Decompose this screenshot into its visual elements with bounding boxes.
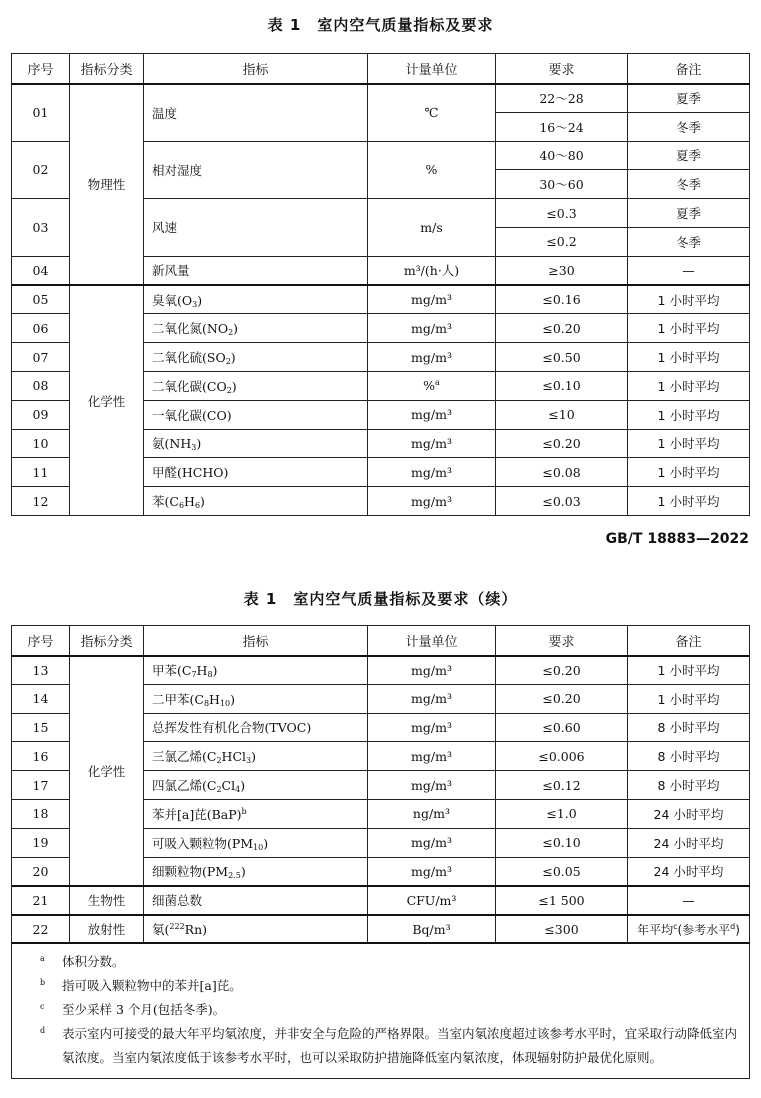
indicator: 二甲苯$(C_8H_{10})$ [144, 684, 368, 713]
remark: 冬季 [628, 170, 750, 199]
requirement: ≤1 500 [496, 886, 628, 915]
requirement: ≤0.006 [496, 742, 628, 771]
remark: 夏季 [628, 199, 750, 228]
table-header-row [12, 54, 750, 84]
col-header-remark: 备注 [628, 54, 750, 84]
unit: mg/m³ [368, 458, 496, 487]
indicator: 四氯乙烯$(C_2Cl_4)$ [144, 771, 368, 800]
remark: 1 小时平均 [628, 684, 750, 713]
requirement: ≤0.05 [496, 857, 628, 886]
unit: mg/m³ [368, 656, 496, 685]
indicator: 甲苯$(C_7H_8)$ [144, 656, 368, 685]
requirement: ≤0.20 [496, 429, 628, 458]
remark: 1 小时平均 [628, 371, 750, 400]
remark: 1 小时平均 [628, 429, 750, 458]
remark: — [628, 256, 750, 285]
requirement: 22～28 [496, 84, 628, 113]
footnote: c 至少采样 3 个月(包括冬季)。 [40, 1002, 226, 1018]
unit: mg/m³ [368, 771, 496, 800]
row-no: 04 [12, 256, 70, 285]
indicator: 二氧化碳$(CO_2)$ [144, 371, 368, 400]
requirement: ≤1.0 [496, 799, 628, 828]
row-no: 06 [12, 314, 70, 343]
remark: 年平均$^c$(参考水平$^d$) [628, 915, 750, 944]
unit: m³/(h·人) [368, 256, 496, 285]
indoor-air-quality-table-continued [11, 625, 750, 1079]
requirement: ≤0.20 [496, 656, 628, 685]
footnote: a 体积分数。 [40, 954, 125, 970]
footnotes [12, 943, 750, 1079]
row-no: 08 [12, 371, 70, 400]
unit: mg/m³ [368, 400, 496, 429]
indicator: 甲醛(HCHO) [144, 458, 368, 487]
requirement: 16～24 [496, 112, 628, 141]
standard-code: GB/T 18883—2022 [605, 531, 749, 547]
requirement: ≤0.10 [496, 828, 628, 857]
category-chemical: 化学性 [70, 656, 144, 886]
remark: 24 小时平均 [628, 857, 750, 886]
remark: 24 小时平均 [628, 799, 750, 828]
remark: 夏季 [628, 141, 750, 170]
indicator: 臭氧$(O_3)$ [144, 285, 368, 314]
unit: mg/m³ [368, 828, 496, 857]
remark: 8 小时平均 [628, 713, 750, 742]
col-header-category: 指标分类 [70, 54, 144, 84]
row-no: 12 [12, 487, 70, 516]
indicator: 可吸入颗粒物$(PM_{10})$ [144, 828, 368, 857]
indicator: 细颗粒物$(PM_{2.5})$ [144, 857, 368, 886]
remark: 1 小时平均 [628, 487, 750, 516]
unit: %$^a$ [368, 371, 496, 400]
indicator: 相对湿度 [144, 141, 368, 199]
requirement: 40～80 [496, 141, 628, 170]
row-no: 10 [12, 429, 70, 458]
row-no: 19 [12, 828, 70, 857]
col-header-unit: 计量单位 [368, 54, 496, 84]
col-header-indicator: 指标 [144, 626, 368, 656]
requirement: ≤10 [496, 400, 628, 429]
indicator: 三氯乙烯$(C_2HCl_3)$ [144, 742, 368, 771]
requirement: ≤0.50 [496, 343, 628, 372]
unit: mg/m³ [368, 285, 496, 314]
category-chemical: 化学性 [70, 285, 144, 515]
row-no: 14 [12, 684, 70, 713]
col-header-indicator: 指标 [144, 54, 368, 84]
col-header-no: 序号 [12, 626, 70, 656]
footnote: d 表示室内可接受的最大年平均氡浓度，并非安全与危险的严格界限。当室内氡浓度超过该参考水平时，宜采取行动降低室内氡浓度。当室内氡浓度低于该参考水平时，也可以采取防护措施降低室内氡浓度，体现辐射防护最优化原则。 [40, 1026, 738, 1066]
indicator: 二氧化硫$(SO_2)$ [144, 343, 368, 372]
col-header-requirement: 要求 [496, 54, 628, 84]
indicator: 苯$(C_6H_6)$ [144, 487, 368, 516]
requirement: ≤0.08 [496, 458, 628, 487]
requirement: ≥30 [496, 256, 628, 285]
requirement: ≤0.3 [496, 199, 628, 228]
category-biological: 生物性 [70, 886, 144, 915]
table-row [12, 915, 750, 944]
requirement: ≤0.10 [496, 371, 628, 400]
col-header-unit: 计量单位 [368, 626, 496, 656]
unit: mg/m³ [368, 857, 496, 886]
row-no: 13 [12, 656, 70, 685]
table2-title: 表 1 室内空气质量指标及要求（续） [243, 590, 518, 608]
footnote: b 指可吸入颗粒物中的苯并[a]芘。 [40, 978, 242, 994]
remark: 1 小时平均 [628, 400, 750, 429]
indicator: 二氧化氮$(NO_2)$ [144, 314, 368, 343]
row-no: 18 [12, 799, 70, 828]
requirement: ≤0.60 [496, 713, 628, 742]
requirement: 30～60 [496, 170, 628, 199]
row-no: 03 [12, 199, 70, 257]
unit: mg/m³ [368, 684, 496, 713]
unit: mg/m³ [368, 713, 496, 742]
col-header-category: 指标分类 [70, 626, 144, 656]
row-no: 05 [12, 285, 70, 314]
remark: 1 小时平均 [628, 343, 750, 372]
requirement: ≤0.2 [496, 227, 628, 256]
indicator: 总挥发性有机化合物(TVOC) [144, 713, 368, 742]
row-no: 22 [12, 915, 70, 944]
row-no: 01 [12, 84, 70, 142]
unit: mg/m³ [368, 487, 496, 516]
unit: % [368, 141, 496, 199]
table-row [12, 656, 750, 685]
category-physical: 物理性 [70, 84, 144, 286]
remark: 1 小时平均 [628, 458, 750, 487]
unit: ℃ [368, 84, 496, 142]
requirement: ≤0.16 [496, 285, 628, 314]
remark: 1 小时平均 [628, 285, 750, 314]
remark: 1 小时平均 [628, 314, 750, 343]
col-header-no: 序号 [12, 54, 70, 84]
indicator: 氡($^{222}$Rn) [144, 915, 368, 944]
row-no: 02 [12, 141, 70, 199]
indicator: 细菌总数 [144, 886, 368, 915]
unit: m/s [368, 199, 496, 257]
row-no: 16 [12, 742, 70, 771]
remark: — [628, 886, 750, 915]
table1-title: 表 1 室内空气质量指标及要求 [267, 16, 494, 34]
category-radioactive: 放射性 [70, 915, 144, 944]
unit: CFU/m³ [368, 886, 496, 915]
table-row [12, 285, 750, 314]
requirement: ≤0.12 [496, 771, 628, 800]
table-row [12, 886, 750, 915]
unit: mg/m³ [368, 314, 496, 343]
row-no: 20 [12, 857, 70, 886]
indicator: 温度 [144, 84, 368, 142]
remark: 24 小时平均 [628, 828, 750, 857]
unit: mg/m³ [368, 429, 496, 458]
row-no: 17 [12, 771, 70, 800]
requirement: ≤0.20 [496, 684, 628, 713]
col-header-remark: 备注 [628, 626, 750, 656]
remark: 8 小时平均 [628, 771, 750, 800]
remark: 8 小时平均 [628, 742, 750, 771]
requirement: ≤0.03 [496, 487, 628, 516]
row-no: 11 [12, 458, 70, 487]
indoor-air-quality-table [11, 53, 750, 516]
indicator: 氨$(NH_3)$ [144, 429, 368, 458]
requirement: ≤300 [496, 915, 628, 944]
row-no: 21 [12, 886, 70, 915]
indicator: 一氧化碳(CO) [144, 400, 368, 429]
unit: mg/m³ [368, 742, 496, 771]
indicator: 新风量 [144, 256, 368, 285]
unit: Bq/m³ [368, 915, 496, 944]
remark: 冬季 [628, 227, 750, 256]
table-header-row [12, 626, 750, 656]
unit: ng/m³ [368, 799, 496, 828]
indicator: 风速 [144, 199, 368, 257]
row-no: 09 [12, 400, 70, 429]
remark: 夏季 [628, 84, 750, 113]
table-row [12, 84, 750, 113]
remark: 1 小时平均 [628, 656, 750, 685]
footnotes-row [12, 943, 750, 1079]
unit: mg/m³ [368, 343, 496, 372]
remark: 冬季 [628, 112, 750, 141]
col-header-requirement: 要求 [496, 626, 628, 656]
requirement: ≤0.20 [496, 314, 628, 343]
row-no: 07 [12, 343, 70, 372]
indicator: 苯并[a]芘(BaP)$^b$ [144, 799, 368, 828]
row-no: 15 [12, 713, 70, 742]
